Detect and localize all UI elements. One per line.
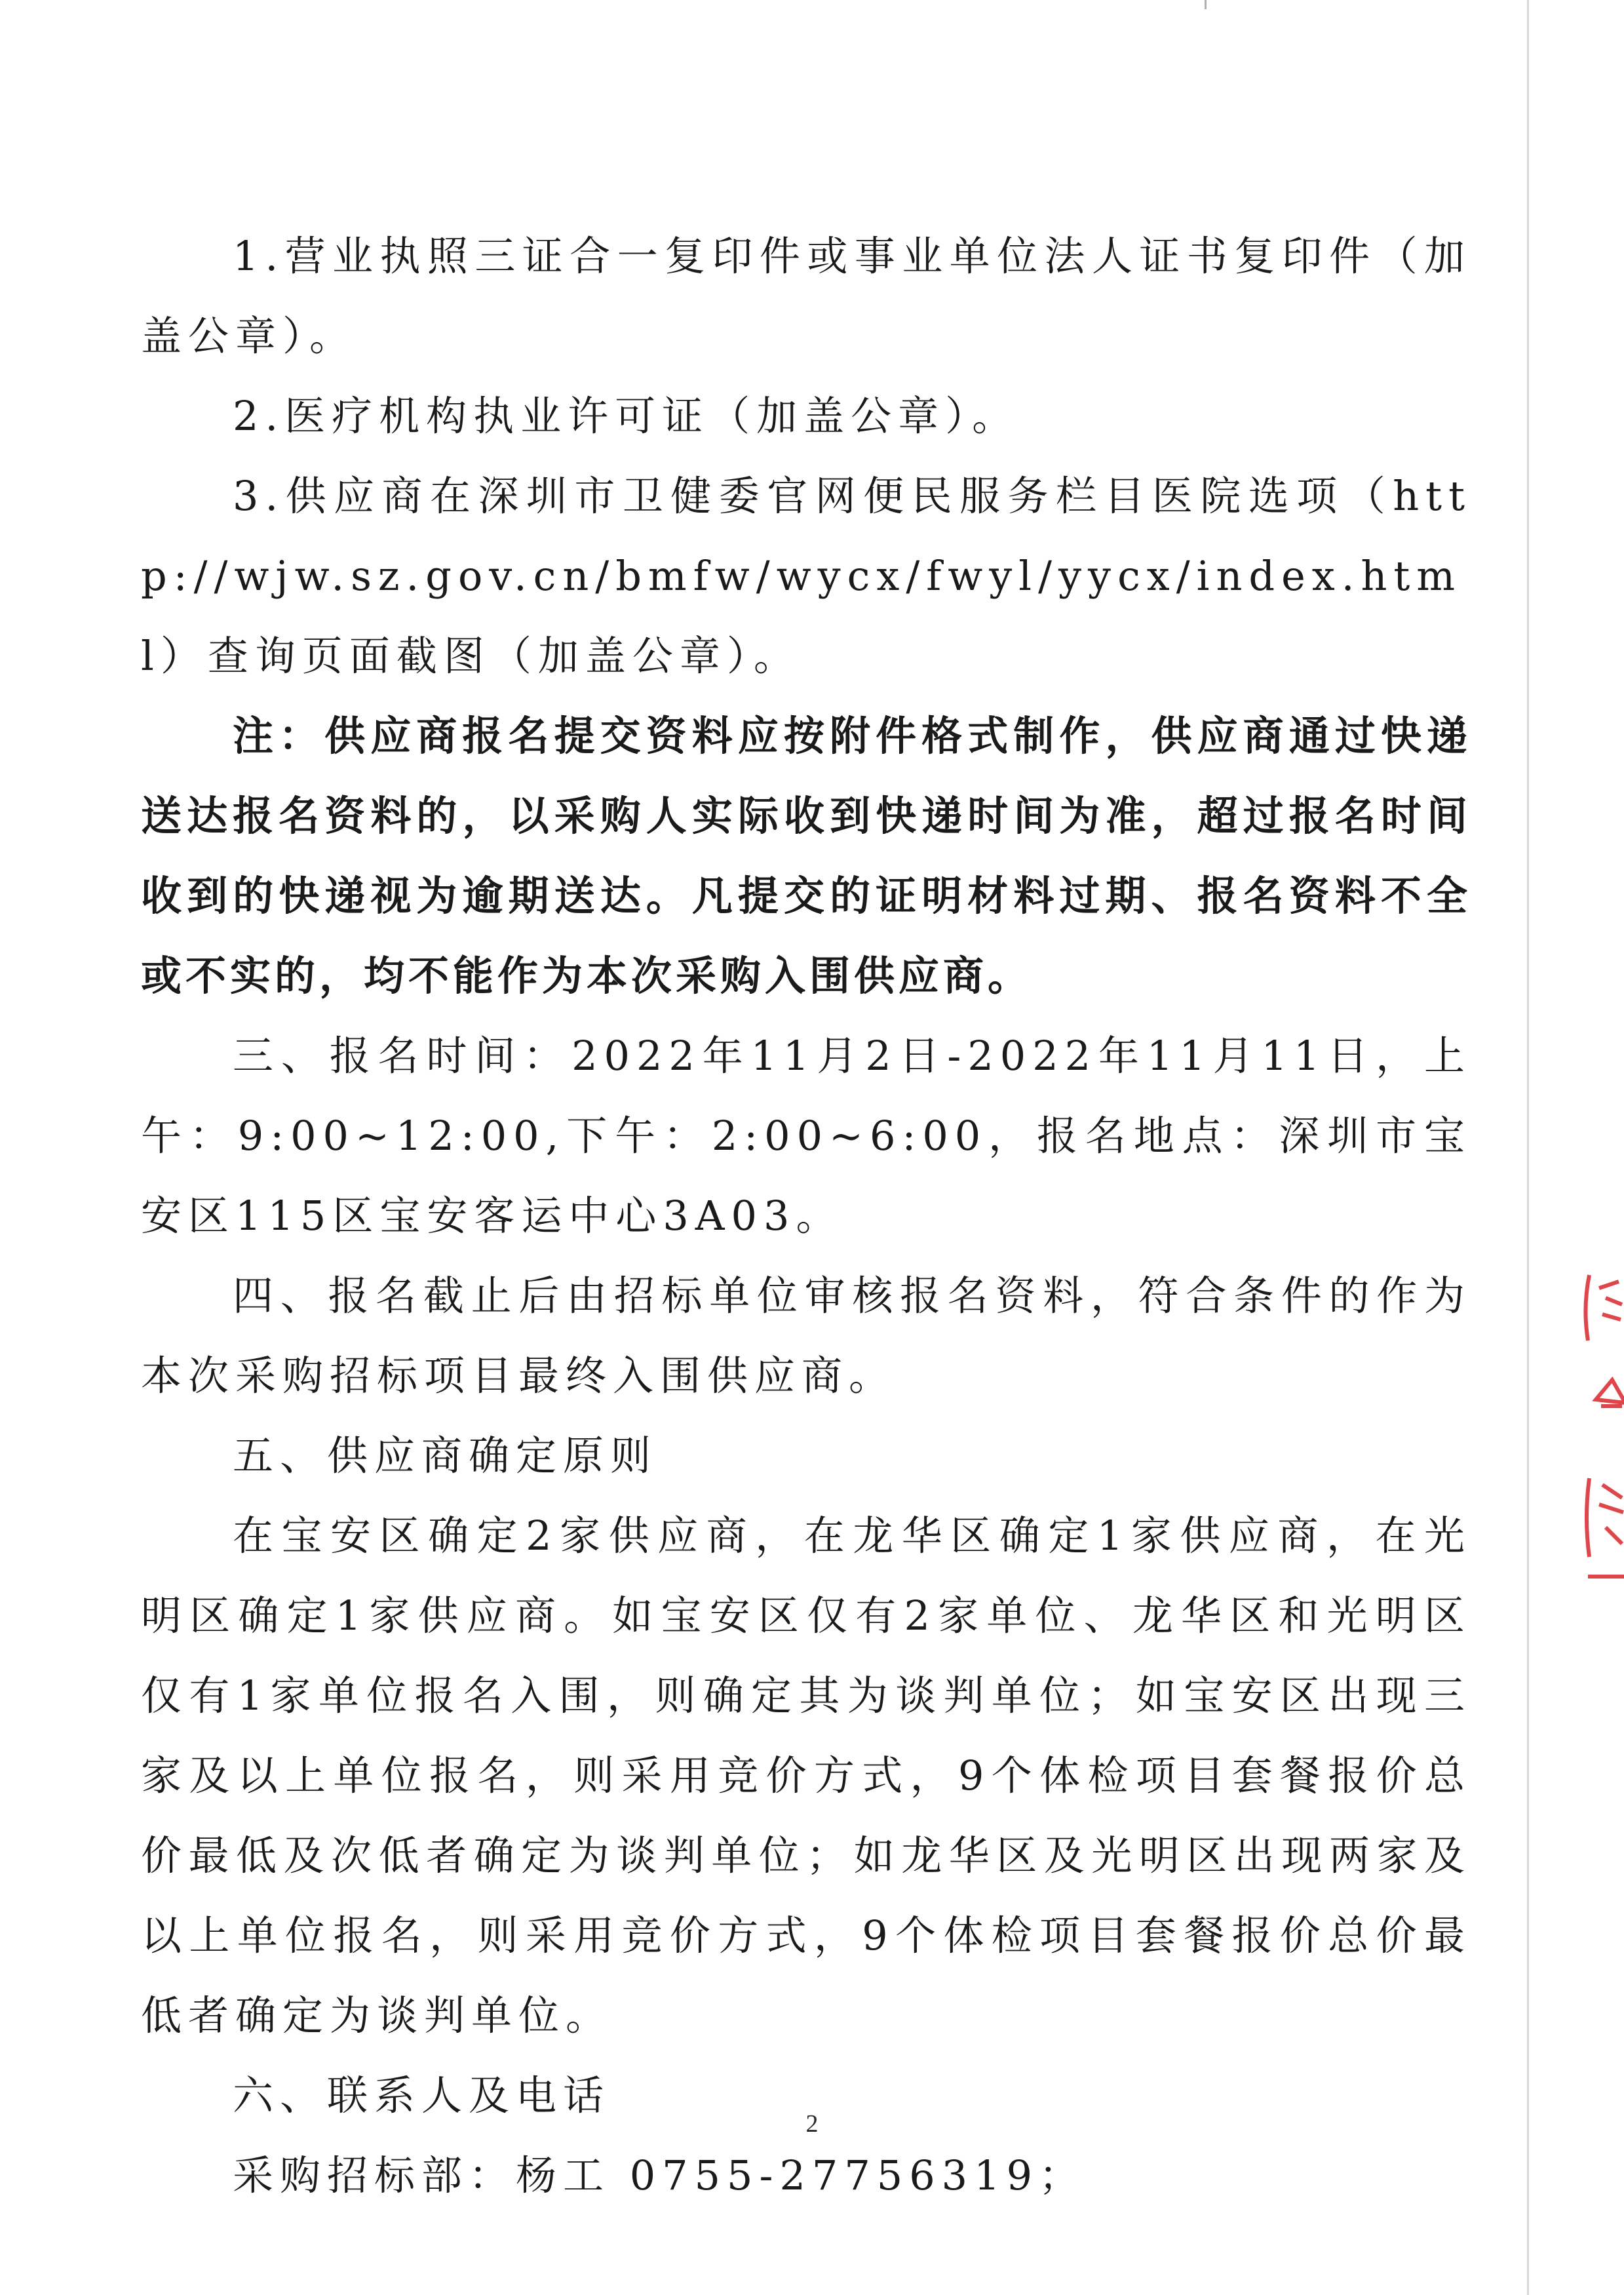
red-seal-stamp-partial	[1576, 1268, 1624, 1596]
heading-supplier-principle: 五、供应商确定原则	[233, 1432, 658, 1480]
paragraph-medical-license: 2.医疗机构执业许可证（加盖公章）。	[233, 392, 1020, 440]
scan-edge-mark	[1205, 0, 1207, 9]
scan-edge-line	[1527, 0, 1529, 2295]
heading-contact: 六、联系人及电话	[233, 2071, 611, 2119]
paragraph-note: 注：供应商报名提交资料应按附件格式制作，供应商通过快递送达报名资料的，以采购人实际收到快递时间为准，超过报名时间收到的快递视为逾期送达。凡提交的证明材料过期、报名资料不全或不实的，均不能作为本次采购入围供应商。	[141, 712, 1471, 1000]
paragraph-registration-time: 三、报名时间：2022年11月2日-2022年11月11日，上午：9:00~12:00,下午：2:00~6:00，报名地点：深圳市宝安区115区宝安客运中心3A03。	[141, 1032, 1471, 1240]
paragraph-website-screenshot: 3.供应商在深圳市卫健委官网便民服务栏目医院选项（http://wjw.sz.gov.cn/bmfw/wycx/fwyl/yycx/index.html）查询页面截图（加盖公章）。	[141, 472, 1471, 680]
paragraph-supplier-principle: 在宝安区确定2家供应商，在龙华区确定1家供应商，在光明区确定1家供应商。如宝安区仅有2家单位、龙华区和光明区仅有1家单位报名入围，则确定其为谈判单位；如宝安区出现三家及以上单位报名，则采用竞价方式，9个体检项目套餐报价总价最低及次低者确定为谈判单位；如龙华区及光明区出现两家及以上单位报名，则采用竞价方式，9个体检项目套餐报价总价最低者确定为谈判单位。	[141, 1512, 1471, 2039]
paragraph-contact: 采购招标部：杨工 0755-27756319；	[233, 2151, 1087, 2199]
paragraph-review: 四、报名截止后由招标单位审核报名资料，符合条件的作为本次采购招标项目最终入围供应商。	[141, 1272, 1471, 1400]
document-body	[141, 216, 1471, 2216]
paragraph-business-license: 1.营业执照三证合一复印件或事业单位法人证书复印件（加盖公章）。	[141, 232, 1471, 360]
page-number: 2	[805, 2110, 819, 2138]
